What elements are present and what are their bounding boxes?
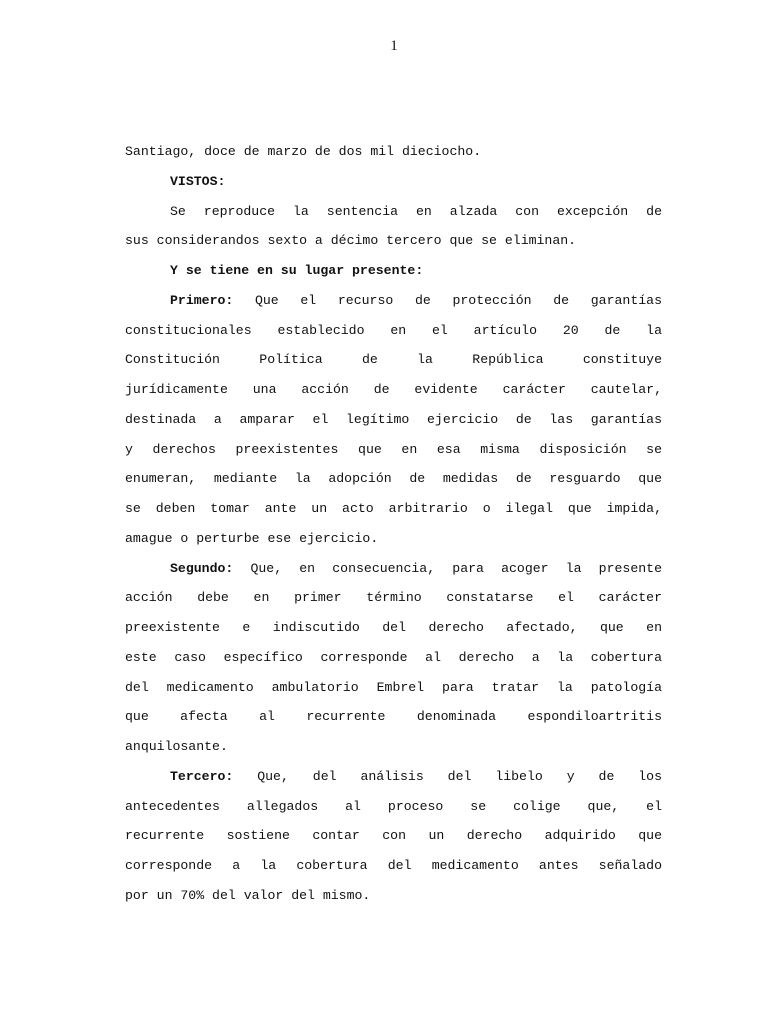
segundo-line: acción debe en primer término constatarse el carácter	[125, 590, 662, 606]
primero-line: destinada a amparar el legítimo ejercicio de las garantías	[125, 411, 662, 427]
segundo-line: este caso específico corresponde al derecho a la cobertura	[125, 649, 662, 665]
tercero-line: recurrente sostiene contar con un derecho adquirido que	[125, 828, 662, 844]
primero-first-line: Primero: Que el recurso de protección de garantías	[170, 292, 662, 308]
primero-line: y derechos preexistentes que en esa misma disposición se	[125, 441, 662, 457]
tercero-last-line: por un 70% del valor del mismo.	[125, 887, 371, 903]
primero-line: Constitución Política de la República constituye	[125, 352, 662, 368]
segundo-line: preexistente e indiscutido del derecho afectado, que en	[125, 620, 662, 635]
segundo-label: Segundo:	[170, 560, 234, 576]
segundo-line: del medicamento ambulatorio Embrel para tratar la patología	[125, 679, 662, 695]
primero-label: Primero:	[170, 292, 234, 308]
primero-last-line: amague o perturbe ese ejercicio.	[125, 530, 379, 546]
tercero-line: corresponde a la cobertura del medicamento antes señalado	[125, 858, 662, 873]
document-body	[125, 137, 662, 911]
primero-line: se deben tomar ante un acto arbitrario o ilegal que impida,	[125, 501, 662, 516]
tercero-first-line: Tercero: Que, del análisis del libelo y de los	[170, 768, 662, 784]
primero-line: enumeran, mediante la adopción de medidas de resguardo que	[125, 471, 662, 487]
considering-heading: Y se tiene en su lugar presente:	[170, 263, 424, 278]
vistos-heading: VISTOS:	[170, 173, 226, 189]
segundo-first-line: Segundo: Que, en consecuencia, para acoger la presente	[170, 560, 662, 576]
segundo-last-line: anquilosante.	[125, 739, 228, 754]
tercero-line: antecedentes allegados al proceso se colige que, el	[125, 798, 662, 814]
vistos-line-2: sus considerandos sexto a décimo tercero que se eliminan.	[125, 233, 577, 249]
tercero-label: Tercero:	[170, 768, 234, 784]
primero-line: constitucionales establecido en el artículo 20 de la	[125, 322, 662, 338]
primero-line: jurídicamente una acción de evidente carácter cautelar,	[125, 382, 662, 397]
segundo-line: que afecta al recurrente denominada espondiloartritis	[125, 709, 662, 725]
date-line: Santiago, doce de marzo de dos mil dieciocho.	[125, 144, 482, 159]
page-number: 1	[390, 38, 398, 54]
vistos-line-1: Se reproduce la sentencia en alzada con excepción de	[170, 203, 662, 219]
